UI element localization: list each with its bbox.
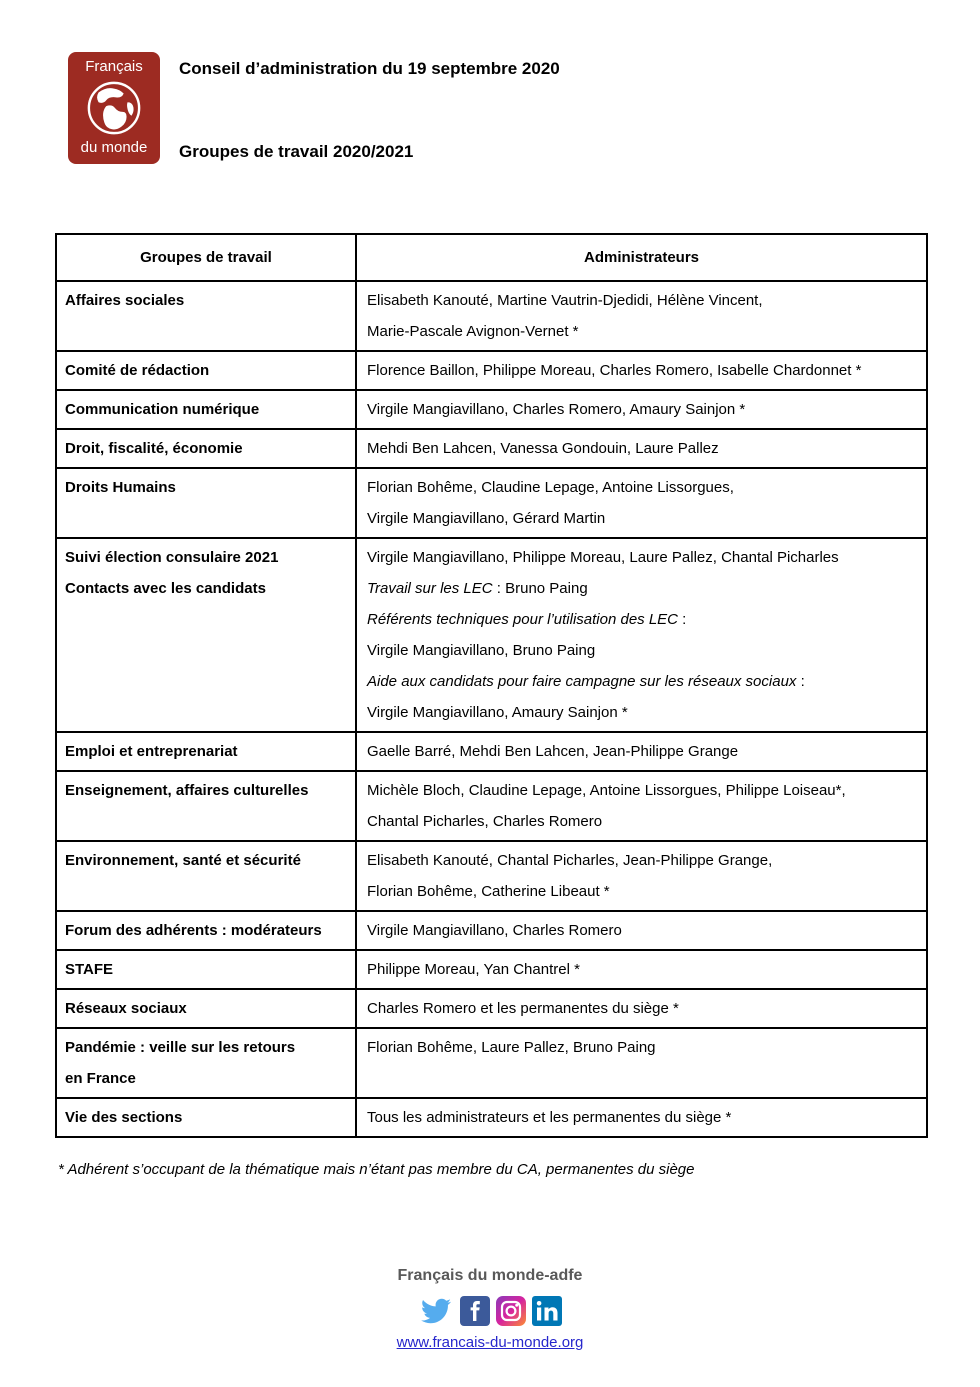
table-row xyxy=(56,429,927,468)
group-name-line: Droits Humains xyxy=(65,479,176,496)
column-header-groups: Groupes de travail xyxy=(56,234,356,281)
instagram-icon[interactable] xyxy=(496,1296,526,1326)
globe-icon xyxy=(85,79,143,137)
table-row xyxy=(56,351,927,390)
administrators-line: Elisabeth Kanouté, Martine Vautrin-Djedidi, Hélène Vincent, xyxy=(367,292,763,309)
administrators-cell xyxy=(356,429,927,468)
group-name-line: STAFE xyxy=(65,961,114,978)
table-row xyxy=(56,468,927,538)
administrators-line: Virgile Mangiavillano, Amaury Sainjon * xyxy=(367,704,628,721)
facebook-icon[interactable] xyxy=(460,1296,490,1326)
table-row xyxy=(56,390,927,429)
administrators-cell xyxy=(356,351,927,390)
group-cell xyxy=(56,538,356,732)
group-cell xyxy=(56,468,356,538)
table-row xyxy=(56,538,927,732)
administrators-line: Virgile Mangiavillano, Gérard Martin xyxy=(367,510,606,527)
administrators-line: Marie-Pascale Avignon-Vernet * xyxy=(367,323,579,340)
logo-text-top: Français xyxy=(85,58,143,75)
administrators-cell xyxy=(356,281,927,351)
table-row xyxy=(56,771,927,841)
table-header-row xyxy=(56,234,927,281)
social-icons-row xyxy=(0,1296,980,1326)
linkedin-icon[interactable] xyxy=(532,1296,562,1326)
table-row xyxy=(56,732,927,771)
twitter-icon[interactable] xyxy=(418,1296,454,1326)
administrators-line: Florian Bohême, Catherine Libeaut * xyxy=(367,883,610,900)
administrators-cell xyxy=(356,771,927,841)
table-row xyxy=(56,1028,927,1098)
page-footer xyxy=(0,1267,980,1351)
administrators-line: Chantal Picharles, Charles Romero xyxy=(367,813,603,830)
administrators-line: Aide aux candidats pour faire campagne sur les réseaux sociaux : xyxy=(367,673,805,690)
administrators-line: Virgile Mangiavillano, Philippe Moreau, Laure Pallez, Chantal Picharles xyxy=(367,549,839,566)
administrators-line: Virgile Mangiavillano, Bruno Paing xyxy=(367,642,596,659)
group-cell xyxy=(56,281,356,351)
table-row xyxy=(56,950,927,989)
group-name-line: Forum des adhérents : modérateurs xyxy=(65,922,322,939)
group-name-line: Enseignement, affaires culturelles xyxy=(65,782,309,799)
column-header-administrators: Administrateurs xyxy=(356,234,927,281)
administrators-line: Travail sur les LEC : Bruno Paing xyxy=(367,580,588,597)
group-cell xyxy=(56,989,356,1028)
administrators-cell xyxy=(356,989,927,1028)
footer-url-row xyxy=(0,1334,980,1351)
group-name-line: Affaires sociales xyxy=(65,292,185,309)
administrators-cell xyxy=(356,841,927,911)
administrators-cell xyxy=(356,732,927,771)
group-name-line: en France xyxy=(65,1070,136,1087)
website-link[interactable]: www.francais-du-monde.org xyxy=(396,1334,584,1351)
administrators-line: Philippe Moreau, Yan Chantrel * xyxy=(367,961,580,978)
header-text-block xyxy=(179,52,560,164)
administrators-line: Gaelle Barré, Mehdi Ben Lahcen, Jean-Philippe Grange xyxy=(367,743,739,760)
group-cell xyxy=(56,351,356,390)
group-cell xyxy=(56,1028,356,1098)
administrators-line: Mehdi Ben Lahcen, Vanessa Gondouin, Laure Pallez xyxy=(367,440,719,457)
group-name-line: Emploi et entreprenariat xyxy=(65,743,238,760)
document-title: Conseil d’administration du 19 septembre 2020 xyxy=(179,59,560,78)
group-name-line: Pandémie : veille sur les retours xyxy=(65,1039,296,1056)
table-body xyxy=(56,281,927,1137)
administrators-cell xyxy=(356,1098,927,1137)
group-name-line: Comité de rédaction xyxy=(65,362,210,379)
administrators-line: Virgile Mangiavillano, Charles Romero xyxy=(367,922,622,939)
group-name-line: Vie des sections xyxy=(65,1109,183,1126)
administrators-line: Michèle Bloch, Claudine Lepage, Antoine Lissorgues, Philippe Loiseau*, xyxy=(367,782,846,799)
administrators-cell xyxy=(356,950,927,989)
administrators-line: Elisabeth Kanouté, Chantal Picharles, Jean-Philippe Grange, xyxy=(367,852,773,869)
footer-organization-name: Français du monde-adfe xyxy=(397,1267,583,1284)
table-row xyxy=(56,281,927,351)
group-name-line: Environnement, santé et sécurité xyxy=(65,852,301,869)
group-cell xyxy=(56,950,356,989)
administrators-line: Florence Baillon, Philippe Moreau, Charles Romero, Isabelle Chardonnet * xyxy=(367,362,862,379)
group-name-line: Contacts avec les candidats xyxy=(65,580,266,597)
administrators-cell xyxy=(356,538,927,732)
group-cell xyxy=(56,1098,356,1137)
table-row xyxy=(56,911,927,950)
table-row xyxy=(56,1098,927,1137)
administrators-line: Virgile Mangiavillano, Charles Romero, Amaury Sainjon * xyxy=(367,401,746,418)
group-name-line: Droit, fiscalité, économie xyxy=(65,440,243,457)
group-cell xyxy=(56,911,356,950)
group-name-line: Réseaux sociaux xyxy=(65,1000,187,1017)
administrators-line: Référents techniques pour l’utilisation des LEC : xyxy=(367,611,687,628)
administrators-line: Florian Bohême, Laure Pallez, Bruno Paing xyxy=(367,1039,656,1056)
administrators-cell xyxy=(356,1028,927,1098)
group-cell xyxy=(56,771,356,841)
group-name-line: Suivi élection consulaire 2021 xyxy=(65,549,279,566)
document-subtitle: Groupes de travail 2020/2021 xyxy=(179,142,414,161)
administrators-line: Charles Romero et les permanentes du siège * xyxy=(367,1000,679,1017)
administrators-line: Florian Bohême, Claudine Lepage, Antoine Lissorgues, xyxy=(367,479,734,496)
group-name-line: Communication numérique xyxy=(65,401,260,418)
administrators-cell xyxy=(356,468,927,538)
logo-text-bottom: du monde xyxy=(80,139,148,156)
group-cell xyxy=(56,732,356,771)
page-header xyxy=(0,0,980,164)
footnote: * Adhérent s’occupant de la thématique mais n’étant pas membre du CA, permanentes du siège xyxy=(58,1161,695,1178)
working-groups-table xyxy=(55,233,928,1138)
table-row xyxy=(56,841,927,911)
group-cell xyxy=(56,841,356,911)
administrators-cell xyxy=(356,390,927,429)
administrators-line: Tous les administrateurs et les permanentes du siège * xyxy=(367,1109,732,1126)
administrators-cell xyxy=(356,911,927,950)
group-cell xyxy=(56,390,356,429)
table-row xyxy=(56,989,927,1028)
organization-logo xyxy=(68,52,160,164)
group-cell xyxy=(56,429,356,468)
